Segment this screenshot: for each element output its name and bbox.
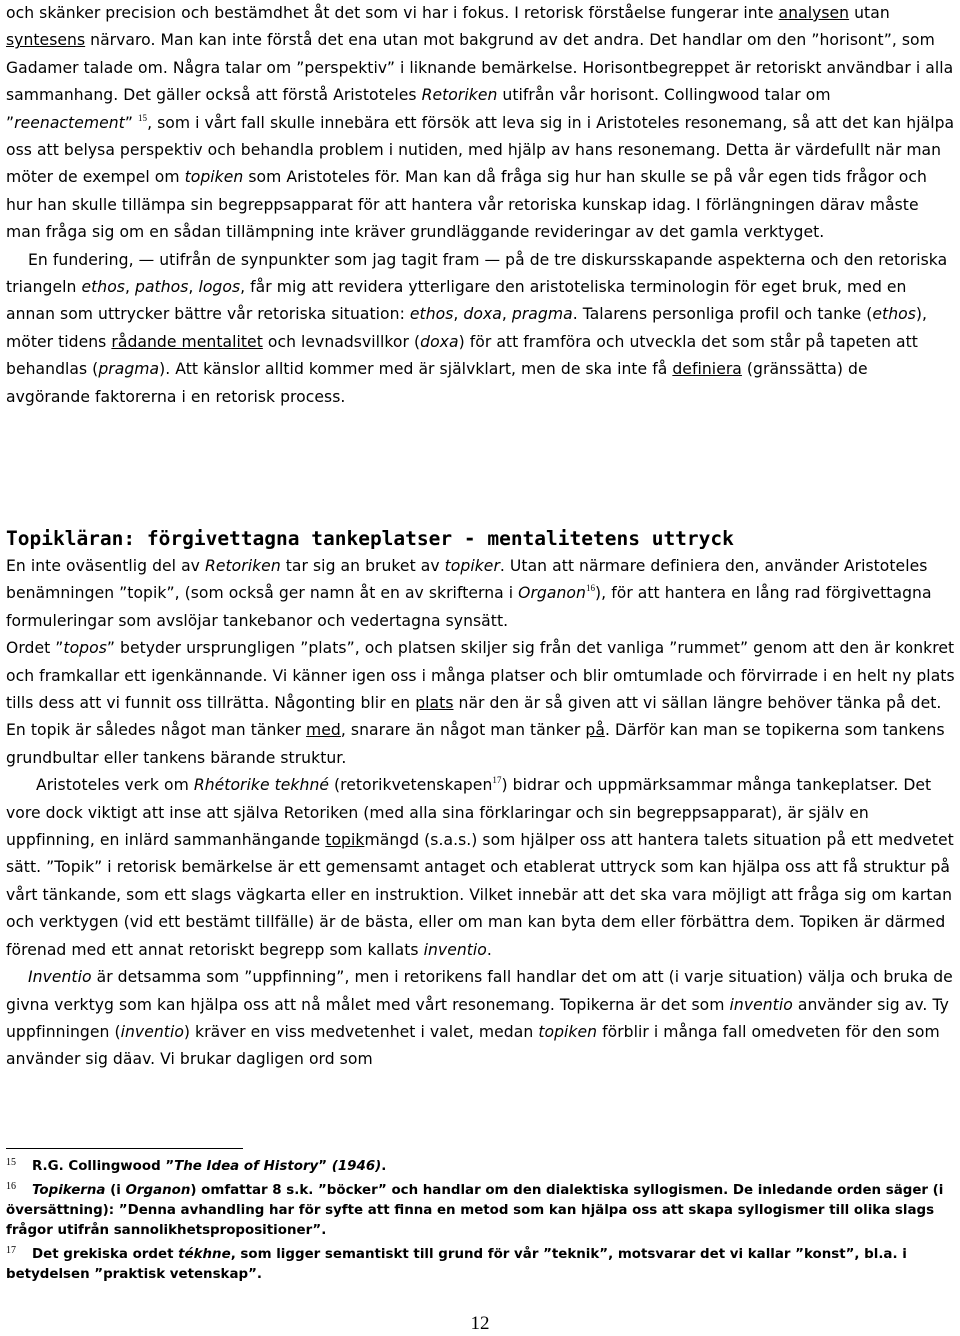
italic-term: pragma bbox=[511, 305, 573, 324]
paragraph: Inventio är detsamma som ”uppfinning”, men i retorikens fall handlar det om att (i varje situation) välja och bruka de givna verktyg som kan hjälpa oss att nå målet med vårt resonemang. Topikerna är det som inventio använder sig av. Ty uppfinningen (inventio) kräver en viss medvetenhet i valet, medan topiken förblir i många fall omedveten för den som använder sig däav. Vi brukar dagligen ord som bbox=[6, 968, 953, 1069]
italic-term: pathos bbox=[135, 278, 189, 297]
section-heading: Topikläran: förgivettagna tankeplatser - mentalitetens uttryck bbox=[6, 527, 734, 550]
italic-term: topiken bbox=[184, 168, 244, 187]
italic-term: ethos bbox=[81, 278, 125, 297]
italic-term: inventio bbox=[423, 940, 487, 959]
footnotes bbox=[6, 1153, 956, 1285]
paragraph: Ordet ”topos” betyder ursprungligen ”plats”, och platsen skiljer sig från det vanliga ”rummet” genom att den är konkret och framkallar ett igenkännande. Vi känner igen oss i många platser och blir omtumlade och förvirrade i en helt ny plats tills dess att vi funnit oss tillrätta. Någonting blir en plats när den är så given att vi sällan längre behöver tänka på det. En topik är således något man tänker med, snarare än något man tänker på. Därför kan man se topikerna som tankens grundbultar eller tankens bärande struktur. bbox=[6, 639, 955, 767]
italic-term: topos bbox=[63, 639, 107, 658]
section-topik-text bbox=[6, 553, 956, 1074]
paragraph: En inte oväsentlig del av Retoriken tar sig an bruket av topiker. Utan att närmare definiera den, använder Aristoteles benämningen ”topik”, (som också ger namn åt en av skrifterna i Organon$^{16}$), för att hantera en lång rad förgivettagna formuleringar som avslöjar tankebanor och vedertagna synsätt. bbox=[6, 557, 932, 630]
italic-term: doxa bbox=[463, 305, 502, 324]
italic-term: logos bbox=[198, 278, 241, 297]
underlined-word: analysen bbox=[778, 4, 850, 22]
underlined-word: på bbox=[585, 721, 605, 740]
underlined-word: topik bbox=[325, 831, 365, 850]
footnote-number: 15 bbox=[6, 1157, 16, 1168]
italic-term: ethos bbox=[872, 305, 916, 324]
italic-term: Inventio bbox=[28, 968, 92, 987]
italic-term: topiker bbox=[444, 557, 500, 575]
italic-term: Retoriken bbox=[204, 557, 281, 575]
footnote-number: 17 bbox=[6, 1245, 16, 1256]
italic-term: Retoriken bbox=[421, 86, 498, 105]
italic-term: Organon bbox=[518, 584, 586, 603]
underlined-word: definiera bbox=[672, 360, 742, 379]
italic-term: inventio bbox=[729, 995, 793, 1014]
footnote-ref[interactable]: 17 bbox=[492, 775, 502, 786]
paragraph: En fundering, — utifrån de synpunkter som jag tagit fram — på de tre diskursskapande aspekterna och den retoriska triangeln ethos, pathos, logos, får mig att revidera ytterligare den aristoteliska terminologin för eget bruk, med en annan som uttrycker bättre vår retoriska situation: ethos, doxa, pragma. Talarens personliga profil och tanke (ethos), möter tidens rådande mentalitet och levnadsvillkor (doxa) för att framföra och utveckla det som står på tapeten att behandlas (pragma). Att känslor alltid kommer med är självklart, men de ska inte få definiera (gränssätta) de avgörande faktorerna i en retorisk process. bbox=[6, 250, 948, 406]
underlined-word: syntesens bbox=[6, 31, 86, 50]
footnote-ref[interactable]: 15 bbox=[137, 112, 148, 123]
underlined-word: plats bbox=[415, 694, 454, 713]
page-number: 12 bbox=[470, 1313, 490, 1334]
paragraph: och skänker precision och bestämdhet åt det som vi har i fokus. I retorisk förståelse fungerar inte analysen utan syntesens närvaro. Man kan inte förstå det ena utan mot bakgrund av det andra. Det handlar om den ”horisont”, som Gadamer talade om. Några talar om ”perspektiv” i liknande bemärkelse. Horisontbegreppet är retoriskt användbar i alla sammanhang. Det gäller också att förstå Aristoteles Retoriken utifrån vår horisont. Collingwood talar om ”reenactement” $^{15}$, som i vårt fall skulle innebära ett försök att leva sig in i Aristoteles resonemang, så att det kan hjälpa oss att belysa perspektiv och behandla problem i nutiden, med hjälp av hans resonemang. Detta är värdefullt när man möter de exempel om topiken som Aristoteles för. Man kan då fråga sig hur han skulle se på vår egen tids frågor och hur han skulle tillämpa sin begreppsapparat för att hantera vår retoriska kunskap idag. I förlängningen därav måste man fråga sig om en sådan tillämpning inte kräver grundläggande revideringar av det gamla verktyget. bbox=[6, 4, 955, 242]
italic-term: pragma bbox=[98, 360, 160, 379]
italic-term: Rhétorike tekhné bbox=[193, 776, 330, 795]
italic-term: topiken bbox=[538, 1022, 598, 1041]
footnote-number: 16 bbox=[6, 1181, 16, 1192]
footnote-17: $^{17}$ Det grekiska ordet tékhne, som ligger semantiskt till grund för vår ”teknik”, motsvarar det vi kallar ”konst”, bl.a. i betydelsen ”praktisk vetenskap”. bbox=[6, 1245, 907, 1282]
underlined-word: med bbox=[306, 721, 341, 740]
footnote-divider bbox=[6, 1148, 243, 1149]
italic-term: inventio bbox=[120, 1022, 184, 1041]
section-top-text bbox=[6, 0, 956, 411]
footnote-ref[interactable]: 16 bbox=[585, 583, 596, 594]
footnote-16: $^{16}$ Topikerna (i Organon) omfattar 8 s.k. ”böcker” och handlar om den dialektiska syllogismen. De inledande orden säger (i översättning): ”Denna avhandling har för syfte att finna en metod som kan hjälpa oss att skapa syllogismer till olika slags frågor utifrån sannolikhetspropositioner”. bbox=[6, 1181, 944, 1238]
footnote-15: $^{15}$ R.G. Collingwood ”The Idea of History” (1946). bbox=[6, 1157, 387, 1174]
paragraph: Aristoteles verk om Rhétorike tekhné (retorikvetenskapen$^{17}$) bidrar och uppmärksammar många tankeplatser. Det vore dock viktigt att inse att själva Retoriken (med alla sina förklaringar och sin begreppsapparat), är själv en uppfinning, en inlärd sammanhängande topikmängd (s.a.s.) som hjälper oss att hantera talets situation på ett medvetet sätt. ”Topik” i retorisk bemärkelse är ett gemensamt antaget och etablerat uttryck som kan hjälpa oss att få struktur på vårt tänkande, som ett slags vägkarta eller en instruktion. Vilket innebär att det ska vara möjligt att fråga sig om kartan och verktygen (vid ett bestämt tillfälle) är de bästa, eller om man kan byta dem eller förbättra dem. Topiken är därmed förenad med ett annat retoriskt begrepp som kallats inventio. bbox=[6, 775, 954, 959]
italic-term: doxa bbox=[420, 332, 459, 351]
underlined-word: rådande mentalitet bbox=[111, 332, 263, 351]
italic-term: ethos bbox=[409, 305, 454, 324]
italic-term: reenactement bbox=[14, 113, 125, 132]
